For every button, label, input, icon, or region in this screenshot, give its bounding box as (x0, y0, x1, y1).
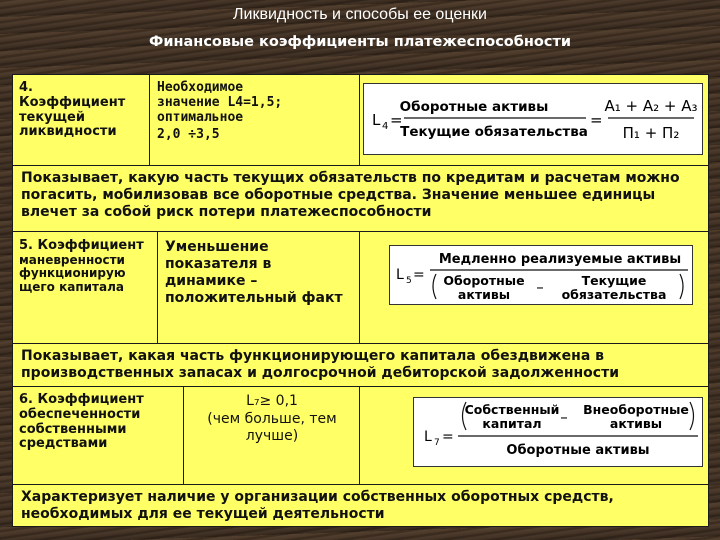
formula-l7 (413, 397, 703, 467)
coefficient-value-l5 (161, 237, 359, 309)
value-line: положительный факт (165, 290, 343, 307)
name-line: Коэффициент (19, 94, 126, 110)
coefficient-name-l7 (15, 391, 181, 454)
row-divider (13, 343, 708, 344)
formula-denominator-a: Оборотные (443, 273, 525, 288)
slide-title: Ликвидность и способы ее оценки (233, 6, 487, 23)
row-divider (13, 484, 708, 485)
description-l4: Показывает, какую часть текущих обязательств по кредитам и расчетам можно погасить, мобилизовав все оборотные средства. Значение меньшее единицы влечет за собой риск потери платежеспособности (21, 170, 680, 220)
value-line: 2,0 ÷3,5 (157, 127, 220, 143)
value-line: Необходимое (157, 80, 244, 95)
name-line: ликвидности (19, 124, 117, 140)
name-line: текущей (19, 109, 85, 125)
formula-numerator-a: капитал (482, 416, 542, 431)
coefficients-table (12, 74, 709, 527)
formula-numerator-a: Собственный (464, 402, 560, 417)
formula-denominator: Текущие обязательства (400, 124, 588, 140)
formula-lhs-sub: 5 (406, 276, 412, 286)
formula-l4 (363, 83, 703, 155)
coefficient-value-l7 (185, 391, 359, 448)
row-divider (13, 386, 708, 387)
value-line: лучше) (245, 428, 299, 444)
formula-denominator-b: обязательства (561, 287, 667, 302)
name-line: средствами (19, 436, 108, 452)
slide-subtitle: Финансовые коэффициенты платежеспособности (148, 34, 572, 50)
value-line: показателя в (165, 256, 272, 273)
column-divider (149, 75, 150, 165)
column-divider (157, 231, 158, 343)
formula-minus: – (536, 278, 544, 296)
coefficient-name-l4 (15, 79, 147, 142)
name-line: 5. Коэффициент (19, 238, 144, 253)
value-line: динамике – (165, 273, 258, 290)
formula-equals: = (390, 111, 403, 129)
formula-numerator-symbolic: A₁ + A₂ + A₃ (604, 97, 698, 115)
row-divider (13, 165, 708, 166)
description-l5: Показывает, какая часть функционирующего капитала обездвижена в производственных запасах и долгосрочной дебиторской задолженности (21, 348, 620, 381)
formula-numerator: Медленно реализуемые активы (438, 252, 682, 267)
column-divider (359, 386, 360, 484)
column-divider (359, 75, 360, 165)
formula-minus: – (560, 408, 568, 426)
value-line: Уменьшение (165, 239, 269, 255)
formula-equals: = (413, 267, 425, 283)
name-line: щего капитала (19, 280, 124, 295)
coefficient-name-l5 (15, 237, 157, 297)
formula-lhs: L (396, 267, 404, 283)
formula-lhs-sub: 4 (382, 121, 389, 132)
value-line: значение L4=1,5; (157, 94, 283, 110)
formula-lhs-sub: 7 (434, 438, 440, 448)
formula-denominator-b: Текущие (581, 273, 647, 288)
formula-l5 (389, 245, 693, 305)
value-line: L₇≥ 0,1 (246, 393, 298, 409)
name-line: маневренности (19, 252, 125, 267)
column-divider (359, 231, 360, 343)
formula-denominator-symbolic: П₁ + П₂ (622, 124, 680, 142)
name-line: функционирую (19, 266, 126, 281)
description-l7: Характеризует наличие у организации собственных оборотных средств, необходимых для ее текущей деятельности (21, 489, 614, 522)
row-divider (13, 231, 708, 232)
formula-equals-2: = (590, 111, 603, 129)
formula-numerator-b: активы (609, 416, 663, 431)
name-line: 4. (19, 80, 33, 95)
name-line: 6. Коэффициент (19, 392, 144, 407)
column-divider (183, 386, 184, 484)
formula-numerator-b: Внеоборотные (583, 402, 689, 417)
name-line: собственными (19, 421, 127, 437)
formula-lhs: L (424, 429, 432, 445)
name-line: обеспеченности (19, 406, 141, 422)
value-line: (чем больше, тем (207, 410, 337, 427)
formula-denominator-a: активы (457, 287, 511, 302)
coefficient-value-l4 (153, 79, 357, 145)
value-line: оптимальное (157, 109, 244, 125)
formula-denominator: Оборотные активы (506, 443, 650, 458)
formula-equals: = (442, 429, 454, 445)
formula-numerator: Оборотные активы (399, 99, 549, 115)
formula-lhs: L (372, 111, 381, 129)
